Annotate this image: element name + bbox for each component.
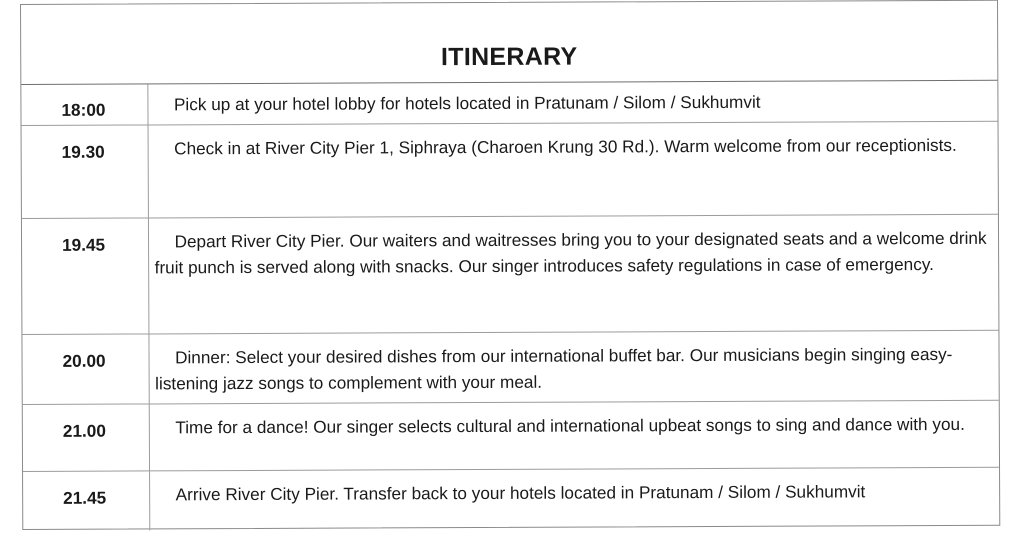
page-title: ITINERARY (440, 42, 578, 72)
row-description (148, 330, 998, 404)
row-description-text: Dinner: Select your desired dishes from our international buffet bar. Our musicians begin singing easy-listening jazz songs to complement with your meal. (155, 343, 953, 393)
row-description (148, 121, 998, 218)
table-row (23, 400, 999, 471)
table-row (21, 81, 997, 125)
row-time: 19.45 (22, 217, 149, 334)
title-band (21, 1, 997, 85)
row-time: 21.00 (23, 403, 149, 471)
row-description-text: Check in at River City Pier 1, Siphraya (Charoen Krung 30 Rd.). Warm welcome from our receptionists. (174, 134, 957, 158)
table-row (22, 214, 998, 334)
row-time: 20.00 (22, 333, 148, 404)
row-description-text: Time for a dance! Our singer selects cultural and international upbeat songs to sing and dance with you. (175, 413, 965, 437)
row-description (149, 400, 999, 471)
row-description-text: Pick up at your hotel lobby for hotels located in Pratunam / Silom / Sukhumvit (173, 91, 761, 115)
row-description (147, 81, 997, 125)
row-description (149, 467, 999, 531)
row-description-text: Depart River City Pier. Our waiters and waitresses bring you to your designated seats and a welcome drink fruit punch is served along with snacks. Our singer introduces safety regulations in case of emergency. (154, 227, 987, 277)
row-time: 21.45 (23, 470, 149, 531)
row-time: 19.30 (22, 124, 148, 218)
table-row (22, 330, 998, 404)
row-description (148, 214, 998, 334)
itinerary-table (21, 81, 999, 531)
table-row (22, 121, 998, 218)
row-description-text: Arrive River City Pier. Transfer back to your hotels located in Pratunam / Silom / Sukhumvit (175, 480, 866, 504)
itinerary-document (20, 0, 1000, 530)
row-time: 18:00 (21, 84, 147, 125)
table-row (23, 467, 999, 531)
